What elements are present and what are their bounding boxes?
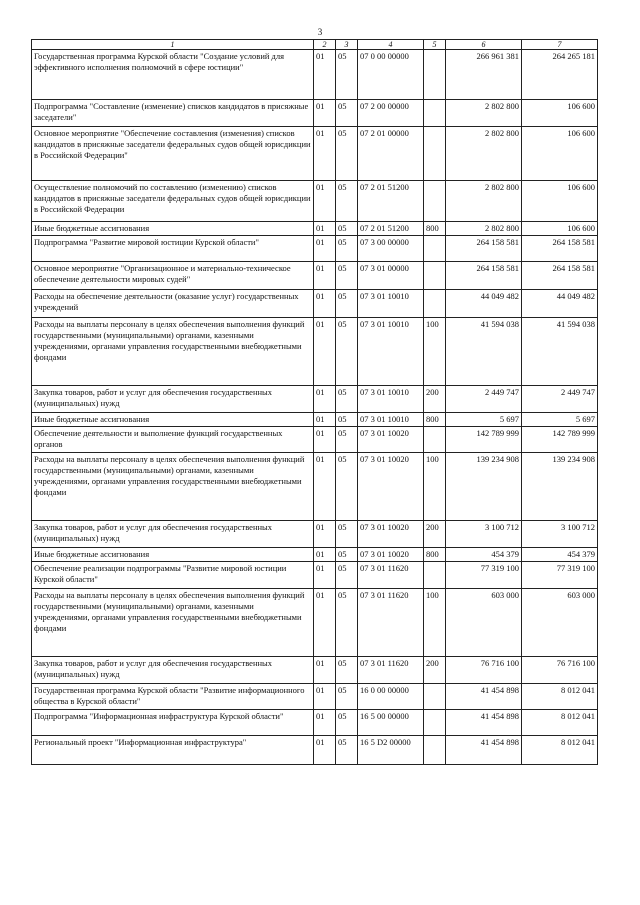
- target-article-code: 07 3 00 00000: [358, 236, 424, 262]
- target-article-code: 16 5 00 00000: [358, 710, 424, 736]
- section-code: 01: [314, 50, 336, 100]
- section-code: 01: [314, 386, 336, 413]
- amount-column-7: 264 158 581: [522, 262, 598, 290]
- target-article-code: 16 0 00 00000: [358, 684, 424, 710]
- amount-column-7: 77 319 100: [522, 562, 598, 589]
- table-row: [32, 657, 598, 684]
- section-code: 01: [314, 181, 336, 222]
- table-row: [32, 290, 598, 318]
- item-name: Государственная программа Курской области "Создание условий для эффективного исполнения полномочий в сфере юстиции": [32, 50, 314, 100]
- table-row: [32, 318, 598, 386]
- column-header: 7: [522, 40, 598, 50]
- table-row: [32, 453, 598, 521]
- table-row: [32, 589, 598, 657]
- table-row: [32, 181, 598, 222]
- column-header: 4: [358, 40, 424, 50]
- expense-type-code: [424, 684, 446, 710]
- column-header: 2: [314, 40, 336, 50]
- expense-type-code: 800: [424, 548, 446, 562]
- column-header: 3: [336, 40, 358, 50]
- column-header: 1: [32, 40, 314, 50]
- amount-column-6: 2 802 800: [446, 181, 522, 222]
- subsection-code: 05: [336, 290, 358, 318]
- amount-column-7: 142 789 999: [522, 427, 598, 453]
- target-article-code: 07 3 01 10020: [358, 427, 424, 453]
- subsection-code: 05: [336, 386, 358, 413]
- expense-type-code: 200: [424, 521, 446, 548]
- amount-column-6: 77 319 100: [446, 562, 522, 589]
- expense-type-code: [424, 100, 446, 127]
- table-row: [32, 427, 598, 453]
- amount-column-7: 603 000: [522, 589, 598, 657]
- amount-column-6: 142 789 999: [446, 427, 522, 453]
- subsection-code: 05: [336, 236, 358, 262]
- target-article-code: 07 3 01 10020: [358, 548, 424, 562]
- item-name: Расходы на выплаты персоналу в целях обеспечения выполнения функций государственными (муниципальными) органами, казенными учреждениями, органами управления государственными внебюджетными фондами: [32, 453, 314, 521]
- amount-column-6: 2 802 800: [446, 127, 522, 181]
- amount-column-6: 41 454 898: [446, 684, 522, 710]
- subsection-code: 05: [336, 562, 358, 589]
- section-code: 01: [314, 684, 336, 710]
- amount-column-7: 264 265 181: [522, 50, 598, 100]
- amount-column-6: 5 697: [446, 413, 522, 427]
- amount-column-6: 41 454 898: [446, 710, 522, 736]
- amount-column-7: 3 100 712: [522, 521, 598, 548]
- item-name: Основное мероприятие "Организационное и материально-техническое обеспечение деятельности мировых судей": [32, 262, 314, 290]
- amount-column-6: 264 158 581: [446, 236, 522, 262]
- subsection-code: 05: [336, 181, 358, 222]
- amount-column-7: 139 234 908: [522, 453, 598, 521]
- section-code: 01: [314, 236, 336, 262]
- section-code: 01: [314, 290, 336, 318]
- amount-column-6: 139 234 908: [446, 453, 522, 521]
- amount-column-6: 264 158 581: [446, 262, 522, 290]
- amount-column-7: 76 716 100: [522, 657, 598, 684]
- section-code: 01: [314, 222, 336, 236]
- column-header: 5: [424, 40, 446, 50]
- target-article-code: 07 2 01 00000: [358, 127, 424, 181]
- table-row: [32, 684, 598, 710]
- item-name: Иные бюджетные ассигнования: [32, 548, 314, 562]
- amount-column-6: 454 379: [446, 548, 522, 562]
- section-code: 01: [314, 318, 336, 386]
- target-article-code: 07 3 01 10020: [358, 521, 424, 548]
- table-row: [32, 127, 598, 181]
- table-row: [32, 50, 598, 100]
- item-name: Основное мероприятие "Обеспечение составления (изменения) списков кандидатов в присяжные заседатели федеральных судов общей юрисдикции в Российской Федерации": [32, 127, 314, 181]
- page-number: 3: [317, 27, 323, 37]
- subsection-code: 05: [336, 548, 358, 562]
- section-code: 01: [314, 736, 336, 765]
- item-name: Подпрограмма "Информационная инфраструктура Курской области": [32, 710, 314, 736]
- item-name: Подпрограмма "Составление (изменение) списков кандидатов в присяжные заседатели": [32, 100, 314, 127]
- section-code: 01: [314, 521, 336, 548]
- table-row: [32, 562, 598, 589]
- target-article-code: 07 3 01 11620: [358, 562, 424, 589]
- table-row: [32, 521, 598, 548]
- subsection-code: 05: [336, 710, 358, 736]
- expense-type-code: [424, 236, 446, 262]
- target-article-code: 07 2 00 00000: [358, 100, 424, 127]
- subsection-code: 05: [336, 453, 358, 521]
- subsection-code: 05: [336, 427, 358, 453]
- amount-column-6: 3 100 712: [446, 521, 522, 548]
- item-name: Расходы на выплаты персоналу в целях обеспечения выполнения функций государственными (муниципальными) органами, казенными учреждениями, органами управления государственными внебюджетными фондами: [32, 589, 314, 657]
- amount-column-7: 264 158 581: [522, 236, 598, 262]
- amount-column-7: 106 600: [522, 127, 598, 181]
- expense-type-code: [424, 562, 446, 589]
- item-name: Государственная программа Курской области "Развитие информационного общества в Курской области": [32, 684, 314, 710]
- section-code: 01: [314, 127, 336, 181]
- subsection-code: 05: [336, 589, 358, 657]
- item-name: Закупка товаров, работ и услуг для обеспечения государственных (муниципальных) нужд: [32, 386, 314, 413]
- amount-column-7: 2 449 747: [522, 386, 598, 413]
- target-article-code: 07 3 01 00000: [358, 262, 424, 290]
- section-code: 01: [314, 657, 336, 684]
- amount-column-7: 106 600: [522, 181, 598, 222]
- section-code: 01: [314, 262, 336, 290]
- item-name: Подпрограмма "Развитие мировой юстиции Курской области": [32, 236, 314, 262]
- target-article-code: 16 5 D2 00000: [358, 736, 424, 765]
- amount-column-6: 603 000: [446, 589, 522, 657]
- expense-type-code: [424, 181, 446, 222]
- target-article-code: 07 2 01 51200: [358, 222, 424, 236]
- amount-column-6: 266 961 381: [446, 50, 522, 100]
- item-name: Расходы на выплаты персоналу в целях обеспечения выполнения функций государственными (муниципальными) органами, казенными учреждениями, органами управления государственными внебюджетными фондами: [32, 318, 314, 386]
- table-row: [32, 710, 598, 736]
- expense-type-code: [424, 262, 446, 290]
- section-code: 01: [314, 453, 336, 521]
- target-article-code: 07 3 01 10010: [358, 290, 424, 318]
- target-article-code: 07 3 01 10010: [358, 386, 424, 413]
- column-number-row: [32, 40, 598, 50]
- table-row: [32, 236, 598, 262]
- section-code: 01: [314, 100, 336, 127]
- budget-table: [31, 39, 598, 765]
- target-article-code: 07 2 01 51200: [358, 181, 424, 222]
- expense-type-code: 100: [424, 589, 446, 657]
- table-row: [32, 386, 598, 413]
- item-name: Иные бюджетные ассигнования: [32, 413, 314, 427]
- amount-column-6: 76 716 100: [446, 657, 522, 684]
- item-name: Обеспечение реализации подпрограммы "Развитие мировой юстиции Курской области": [32, 562, 314, 589]
- amount-column-7: 5 697: [522, 413, 598, 427]
- expense-type-code: [424, 736, 446, 765]
- subsection-code: 05: [336, 684, 358, 710]
- section-code: 01: [314, 413, 336, 427]
- target-article-code: 07 3 01 10010: [358, 413, 424, 427]
- table-row: [32, 548, 598, 562]
- amount-column-6: 44 049 482: [446, 290, 522, 318]
- amount-column-6: 2 449 747: [446, 386, 522, 413]
- amount-column-6: 41 594 038: [446, 318, 522, 386]
- subsection-code: 05: [336, 736, 358, 765]
- column-header: 6: [446, 40, 522, 50]
- amount-column-7: 106 600: [522, 222, 598, 236]
- table-row: [32, 262, 598, 290]
- table-row: [32, 413, 598, 427]
- amount-column-7: 44 049 482: [522, 290, 598, 318]
- subsection-code: 05: [336, 413, 358, 427]
- item-name: Расходы на обеспечение деятельности (оказание услуг) государственных учреждений: [32, 290, 314, 318]
- amount-column-7: 8 012 041: [522, 736, 598, 765]
- amount-column-6: 41 454 898: [446, 736, 522, 765]
- expense-type-code: [424, 290, 446, 318]
- subsection-code: 05: [336, 521, 358, 548]
- section-code: 01: [314, 427, 336, 453]
- section-code: 01: [314, 710, 336, 736]
- subsection-code: 05: [336, 318, 358, 386]
- table-row: [32, 100, 598, 127]
- expense-type-code: 800: [424, 222, 446, 236]
- expense-type-code: [424, 127, 446, 181]
- expense-type-code: 100: [424, 318, 446, 386]
- item-name: Осуществление полномочий по составлению (изменению) списков кандидатов в присяжные заседатели федеральных судов общей юрисдикции в Российской Федерации: [32, 181, 314, 222]
- item-name: Закупка товаров, работ и услуг для обеспечения государственных (муниципальных) нужд: [32, 521, 314, 548]
- target-article-code: 07 3 01 10020: [358, 453, 424, 521]
- subsection-code: 05: [336, 262, 358, 290]
- item-name: Иные бюджетные ассигнования: [32, 222, 314, 236]
- subsection-code: 05: [336, 127, 358, 181]
- amount-column-7: 41 594 038: [522, 318, 598, 386]
- section-code: 01: [314, 589, 336, 657]
- section-code: 01: [314, 548, 336, 562]
- expense-type-code: [424, 50, 446, 100]
- target-article-code: 07 0 00 00000: [358, 50, 424, 100]
- expense-type-code: [424, 427, 446, 453]
- subsection-code: 05: [336, 657, 358, 684]
- item-name: Закупка товаров, работ и услуг для обеспечения государственных (муниципальных) нужд: [32, 657, 314, 684]
- amount-column-7: 454 379: [522, 548, 598, 562]
- subsection-code: 05: [336, 222, 358, 236]
- expense-type-code: 800: [424, 413, 446, 427]
- amount-column-6: 2 802 800: [446, 222, 522, 236]
- expense-type-code: [424, 710, 446, 736]
- item-name: Обеспечение деятельности и выполнение функций государственных органов: [32, 427, 314, 453]
- target-article-code: 07 3 01 11620: [358, 589, 424, 657]
- amount-column-6: 2 802 800: [446, 100, 522, 127]
- amount-column-7: 106 600: [522, 100, 598, 127]
- table-row: [32, 222, 598, 236]
- section-code: 01: [314, 562, 336, 589]
- amount-column-7: 8 012 041: [522, 684, 598, 710]
- expense-type-code: 200: [424, 657, 446, 684]
- target-article-code: 07 3 01 10010: [358, 318, 424, 386]
- subsection-code: 05: [336, 100, 358, 127]
- table-row: [32, 736, 598, 765]
- target-article-code: 07 3 01 11620: [358, 657, 424, 684]
- item-name: Региональный проект "Информационная инфраструктура": [32, 736, 314, 765]
- amount-column-7: 8 012 041: [522, 710, 598, 736]
- expense-type-code: 200: [424, 386, 446, 413]
- expense-type-code: 100: [424, 453, 446, 521]
- subsection-code: 05: [336, 50, 358, 100]
